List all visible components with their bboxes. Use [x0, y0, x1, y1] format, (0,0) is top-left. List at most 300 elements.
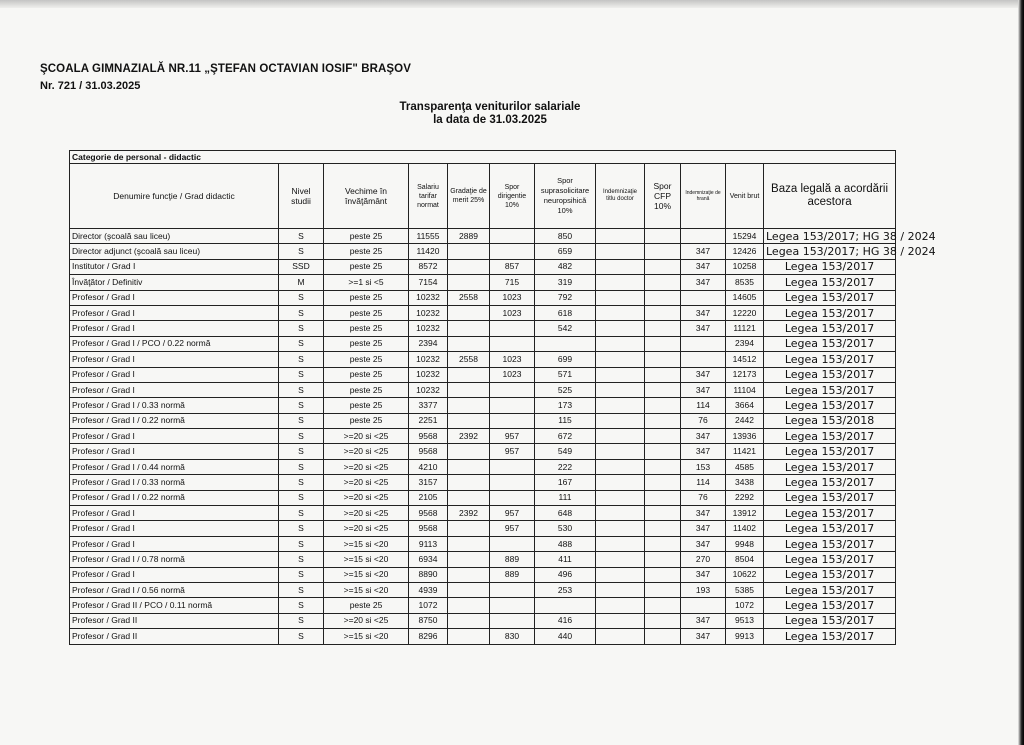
cell-merit	[448, 629, 490, 644]
cell-merit	[448, 259, 490, 274]
title-line-2: la data de 31.03.2025	[433, 114, 547, 126]
cell-base-salary: 6934	[409, 552, 448, 567]
salary-table	[69, 150, 936, 645]
cell-legal-basis: Legea 153/2017	[764, 598, 896, 613]
cell-studies: S	[279, 352, 324, 367]
cell-food	[681, 229, 726, 244]
cell-overload: 482	[535, 259, 596, 274]
cell-legal-basis: Legea 153/2017	[764, 629, 896, 644]
cell-gross: 12426	[726, 244, 764, 259]
table-row	[70, 275, 896, 290]
cell-food: 270	[681, 552, 726, 567]
cell-seniority: peste 25	[324, 398, 409, 413]
cell-doctor	[596, 475, 645, 490]
cell-cfp	[645, 552, 681, 567]
cell-function: Profesor / Grad I	[70, 382, 279, 397]
col-header-seniority: Vechime în învăţământ	[324, 164, 409, 229]
cell-doctor	[596, 321, 645, 336]
cell-gross: 10622	[726, 567, 764, 582]
cell-food: 347	[681, 506, 726, 521]
cell-studies: S	[279, 398, 324, 413]
cell-food: 347	[681, 382, 726, 397]
cell-overload: 115	[535, 413, 596, 428]
table-row	[70, 429, 896, 444]
cell-doctor	[596, 413, 645, 428]
cell-merit	[448, 536, 490, 551]
cell-function: Profesor / Grad II	[70, 629, 279, 644]
cell-cfp	[645, 582, 681, 597]
cell-seniority: >=20 si <25	[324, 444, 409, 459]
cell-merit	[448, 244, 490, 259]
cell-doctor	[596, 598, 645, 613]
table-row	[70, 613, 896, 628]
cell-seniority: >=20 si <25	[324, 613, 409, 628]
cell-function: Profesor / Grad I	[70, 429, 279, 444]
cell-base-salary: 9113	[409, 536, 448, 551]
cell-base-salary: 7154	[409, 275, 448, 290]
cell-dirigentie	[490, 582, 535, 597]
table-row	[70, 629, 896, 644]
cell-doctor	[596, 382, 645, 397]
cell-studies: S	[279, 567, 324, 582]
cell-seniority: >=15 si <20	[324, 567, 409, 582]
cell-studies: M	[279, 275, 324, 290]
cell-merit	[448, 444, 490, 459]
cell-legal-basis: Legea 153/2017	[764, 382, 896, 397]
table-row	[70, 321, 896, 336]
cell-legal-basis: Legea 153/2017	[764, 490, 896, 505]
document-title	[300, 101, 680, 127]
cell-studies: S	[279, 506, 324, 521]
cell-dirigentie	[490, 229, 535, 244]
cell-dirigentie	[490, 490, 535, 505]
table-row	[70, 336, 896, 351]
cell-studies: S	[279, 521, 324, 536]
cell-studies: S	[279, 413, 324, 428]
cell-seniority: peste 25	[324, 413, 409, 428]
cell-doctor	[596, 444, 645, 459]
cell-function: Profesor / Grad I	[70, 321, 279, 336]
cell-dirigentie: 889	[490, 552, 535, 567]
cell-cfp	[645, 444, 681, 459]
cell-food: 347	[681, 321, 726, 336]
cell-base-salary: 9568	[409, 506, 448, 521]
cell-dirigentie	[490, 244, 535, 259]
cell-function: Profesor / Grad I / 0.78 normă	[70, 552, 279, 567]
cell-gross: 14605	[726, 290, 764, 305]
cell-base-salary: 4210	[409, 459, 448, 474]
cell-food: 153	[681, 459, 726, 474]
cell-legal-basis: Legea 153/2017	[764, 259, 896, 274]
cell-merit	[448, 613, 490, 628]
cell-cfp	[645, 229, 681, 244]
cell-studies: S	[279, 629, 324, 644]
cell-gross: 8504	[726, 552, 764, 567]
cell-dirigentie: 957	[490, 506, 535, 521]
cell-food: 347	[681, 521, 726, 536]
cell-seniority: peste 25	[324, 321, 409, 336]
table-row	[70, 475, 896, 490]
cell-legal-basis: Legea 153/2017	[764, 567, 896, 582]
cell-dirigentie: 1023	[490, 352, 535, 367]
cell-legal-basis: Legea 153/2017	[764, 459, 896, 474]
cell-overload: 173	[535, 398, 596, 413]
cell-base-salary: 10232	[409, 382, 448, 397]
table-row	[70, 382, 896, 397]
cell-seniority: >=15 si <20	[324, 582, 409, 597]
cell-merit	[448, 305, 490, 320]
cell-function: Profesor / Grad I / 0.56 normă	[70, 582, 279, 597]
cell-seniority: peste 25	[324, 598, 409, 613]
cell-dirigentie: 1023	[490, 367, 535, 382]
cell-dirigentie	[490, 321, 535, 336]
cell-overload: 496	[535, 567, 596, 582]
table-row	[70, 290, 896, 305]
cell-cfp	[645, 490, 681, 505]
table-row	[70, 598, 896, 613]
cell-overload: 111	[535, 490, 596, 505]
cell-base-salary: 8750	[409, 613, 448, 628]
cell-overload: 440	[535, 629, 596, 644]
cell-function: Director adjunct (şcoală sau liceu)	[70, 244, 279, 259]
cell-base-salary: 8890	[409, 567, 448, 582]
cell-seniority: peste 25	[324, 367, 409, 382]
cell-base-salary: 11555	[409, 229, 448, 244]
cell-dirigentie: 715	[490, 275, 535, 290]
table-row	[70, 367, 896, 382]
cell-legal-basis: Legea 153/2017; HG 38 / 2024	[764, 229, 896, 244]
cell-legal-basis: Legea 153/2017	[764, 475, 896, 490]
category-label: Categorie de personal - didactic	[70, 151, 896, 164]
col-header-legal-basis: Baza legală a acordării acestora	[764, 164, 896, 229]
cell-cfp	[645, 244, 681, 259]
cell-doctor	[596, 429, 645, 444]
table-row	[70, 244, 896, 259]
cell-overload: 530	[535, 521, 596, 536]
cell-function: Profesor / Grad I / 0.22 normă	[70, 413, 279, 428]
cell-food	[681, 352, 726, 367]
cell-dirigentie	[490, 413, 535, 428]
cell-overload: 850	[535, 229, 596, 244]
cell-merit	[448, 521, 490, 536]
cell-gross: 12220	[726, 305, 764, 320]
cell-gross: 14512	[726, 352, 764, 367]
cell-overload: 411	[535, 552, 596, 567]
cell-cfp	[645, 413, 681, 428]
cell-studies: S	[279, 229, 324, 244]
cell-seniority: >=20 si <25	[324, 506, 409, 521]
cell-doctor	[596, 259, 645, 274]
cell-gross: 2394	[726, 336, 764, 351]
cell-dirigentie: 857	[490, 259, 535, 274]
cell-gross: 9948	[726, 536, 764, 551]
cell-overload: 571	[535, 367, 596, 382]
cell-dirigentie	[490, 613, 535, 628]
cell-base-salary: 11420	[409, 244, 448, 259]
cell-dirigentie	[490, 459, 535, 474]
cell-function: Profesor / Grad I / PCO / 0.22 normă	[70, 336, 279, 351]
cell-function: Profesor / Grad I	[70, 567, 279, 582]
cell-base-salary: 10232	[409, 367, 448, 382]
cell-overload: 416	[535, 613, 596, 628]
cell-legal-basis: Legea 153/2017	[764, 275, 896, 290]
cell-base-salary: 8572	[409, 259, 448, 274]
cell-studies: S	[279, 490, 324, 505]
cell-studies: S	[279, 613, 324, 628]
cell-function: Profesor / Grad I	[70, 444, 279, 459]
table-row	[70, 398, 896, 413]
cell-doctor	[596, 536, 645, 551]
cell-studies: S	[279, 305, 324, 320]
cell-doctor	[596, 490, 645, 505]
cell-studies: S	[279, 475, 324, 490]
cell-studies: S	[279, 582, 324, 597]
table-row	[70, 490, 896, 505]
cell-overload: 525	[535, 382, 596, 397]
cell-legal-basis: Legea 153/2017; HG 38 / 2024	[764, 244, 896, 259]
cell-doctor	[596, 521, 645, 536]
cell-dirigentie: 1023	[490, 290, 535, 305]
cell-studies: S	[279, 429, 324, 444]
table-row	[70, 552, 896, 567]
cell-studies: S	[279, 536, 324, 551]
cell-gross: 11121	[726, 321, 764, 336]
cell-studies: S	[279, 459, 324, 474]
cell-dirigentie: 957	[490, 429, 535, 444]
cell-gross: 8535	[726, 275, 764, 290]
cell-seniority: peste 25	[324, 259, 409, 274]
cell-base-salary: 10232	[409, 352, 448, 367]
cell-overload: 542	[535, 321, 596, 336]
cell-doctor	[596, 567, 645, 582]
cell-gross: 11421	[726, 444, 764, 459]
cell-food	[681, 290, 726, 305]
cell-base-salary: 4939	[409, 582, 448, 597]
cell-overload	[535, 598, 596, 613]
cell-dirigentie: 957	[490, 521, 535, 536]
col-header-doctor: Indemnizaţie titlu doctor	[596, 164, 645, 229]
cell-studies: S	[279, 321, 324, 336]
cell-food: 347	[681, 629, 726, 644]
cell-dirigentie	[490, 336, 535, 351]
cell-cfp	[645, 398, 681, 413]
cell-overload: 618	[535, 305, 596, 320]
cell-doctor	[596, 398, 645, 413]
cell-base-salary: 2394	[409, 336, 448, 351]
cell-merit	[448, 459, 490, 474]
table-row	[70, 229, 896, 244]
cell-base-salary: 1072	[409, 598, 448, 613]
cell-dirigentie	[490, 398, 535, 413]
cell-gross: 4585	[726, 459, 764, 474]
cell-function: Profesor / Grad II	[70, 613, 279, 628]
cell-base-salary: 8296	[409, 629, 448, 644]
cell-seniority: >=15 si <20	[324, 552, 409, 567]
col-header-merit: Gradaţie de merit 25%	[448, 164, 490, 229]
scan-right-edge	[1018, 0, 1024, 745]
cell-base-salary: 9568	[409, 429, 448, 444]
cell-function: Profesor / Grad I / 0.22 normă	[70, 490, 279, 505]
cell-merit	[448, 413, 490, 428]
cell-overload: 222	[535, 459, 596, 474]
cell-dirigentie	[490, 475, 535, 490]
cell-dirigentie	[490, 536, 535, 551]
cell-dirigentie: 889	[490, 567, 535, 582]
cell-cfp	[645, 506, 681, 521]
cell-studies: S	[279, 598, 324, 613]
cell-function: Profesor / Grad I / 0.33 normă	[70, 398, 279, 413]
col-header-function: Denumire funcţie / Grad didactic	[70, 164, 279, 229]
cell-doctor	[596, 275, 645, 290]
cell-merit	[448, 552, 490, 567]
cell-merit	[448, 582, 490, 597]
cell-gross: 15294	[726, 229, 764, 244]
cell-merit	[448, 382, 490, 397]
cell-gross: 11402	[726, 521, 764, 536]
cell-function: Profesor / Grad I	[70, 290, 279, 305]
cell-gross: 1072	[726, 598, 764, 613]
cell-legal-basis: Legea 153/2017	[764, 321, 896, 336]
cell-cfp	[645, 275, 681, 290]
cell-function: Director (şcoală sau liceu)	[70, 229, 279, 244]
cell-legal-basis: Legea 153/2018	[764, 413, 896, 428]
cell-food: 114	[681, 398, 726, 413]
cell-cfp	[645, 459, 681, 474]
cell-gross: 13936	[726, 429, 764, 444]
cell-doctor	[596, 305, 645, 320]
cell-gross: 12173	[726, 367, 764, 382]
cell-function: Învăţător / Definitiv	[70, 275, 279, 290]
table-row	[70, 352, 896, 367]
cell-overload: 549	[535, 444, 596, 459]
cell-function: Profesor / Grad I / 0.33 normă	[70, 475, 279, 490]
cell-seniority: >=15 si <20	[324, 629, 409, 644]
cell-base-salary: 9568	[409, 521, 448, 536]
cell-merit	[448, 490, 490, 505]
cell-merit	[448, 275, 490, 290]
cell-legal-basis: Legea 153/2017	[764, 398, 896, 413]
cell-food: 347	[681, 244, 726, 259]
cell-gross: 11104	[726, 382, 764, 397]
cell-merit	[448, 398, 490, 413]
document-number: Nr. 721 / 31.03.2025	[40, 80, 141, 92]
cell-function: Profesor / Grad II / PCO / 0.11 normă	[70, 598, 279, 613]
col-header-gross: Venit brut	[726, 164, 764, 229]
cell-merit: 2889	[448, 229, 490, 244]
cell-doctor	[596, 336, 645, 351]
cell-seniority: >=20 si <25	[324, 475, 409, 490]
cell-doctor	[596, 367, 645, 382]
cell-legal-basis: Legea 153/2017	[764, 305, 896, 320]
cell-seniority: >=20 si <25	[324, 429, 409, 444]
table-body	[70, 229, 936, 645]
cell-doctor	[596, 229, 645, 244]
cell-food: 347	[681, 275, 726, 290]
table-row	[70, 582, 896, 597]
cell-merit	[448, 567, 490, 582]
cell-overload	[535, 336, 596, 351]
cell-doctor	[596, 244, 645, 259]
cell-legal-basis: Legea 153/2017	[764, 582, 896, 597]
cell-dirigentie: 957	[490, 444, 535, 459]
cell-function: Profesor / Grad I / 0.44 normă	[70, 459, 279, 474]
cell-doctor	[596, 552, 645, 567]
col-header-dirigentie: Spor dirigentie 10%	[490, 164, 535, 229]
cell-seniority: peste 25	[324, 244, 409, 259]
cell-cfp	[645, 613, 681, 628]
col-header-base-salary: Salariu tarifar normat	[409, 164, 448, 229]
cell-cfp	[645, 305, 681, 320]
cell-food: 347	[681, 613, 726, 628]
cell-gross: 3438	[726, 475, 764, 490]
cell-studies: SSD	[279, 259, 324, 274]
cell-overload: 648	[535, 506, 596, 521]
cell-overload: 319	[535, 275, 596, 290]
cell-doctor	[596, 613, 645, 628]
school-name: ŞCOALA GIMNAZIALĂ NR.11 „ŞTEFAN OCTAVIAN IOSIF" BRAŞOV	[40, 63, 411, 75]
table-row	[70, 567, 896, 582]
cell-cfp	[645, 598, 681, 613]
cell-food: 347	[681, 305, 726, 320]
cell-cfp	[645, 536, 681, 551]
cell-seniority: peste 25	[324, 352, 409, 367]
cell-overload: 672	[535, 429, 596, 444]
table-row	[70, 459, 896, 474]
cell-cfp	[645, 259, 681, 274]
table-row	[70, 536, 896, 551]
cell-food: 347	[681, 536, 726, 551]
cell-doctor	[596, 506, 645, 521]
table-row	[70, 444, 896, 459]
cell-seniority: peste 25	[324, 336, 409, 351]
cell-food: 347	[681, 567, 726, 582]
cell-cfp	[645, 336, 681, 351]
cell-food	[681, 336, 726, 351]
cell-doctor	[596, 582, 645, 597]
cell-seniority: >=15 si <20	[324, 536, 409, 551]
cell-seniority: >=20 si <25	[324, 521, 409, 536]
cell-studies: S	[279, 336, 324, 351]
cell-studies: S	[279, 444, 324, 459]
cell-food: 114	[681, 475, 726, 490]
cell-food	[681, 598, 726, 613]
cell-food: 347	[681, 444, 726, 459]
cell-gross: 2442	[726, 413, 764, 428]
cell-gross: 10258	[726, 259, 764, 274]
cell-cfp	[645, 290, 681, 305]
cell-gross: 3664	[726, 398, 764, 413]
cell-base-salary: 9568	[409, 444, 448, 459]
cell-function: Profesor / Grad I	[70, 521, 279, 536]
cell-studies: S	[279, 552, 324, 567]
cell-function: Profesor / Grad I	[70, 367, 279, 382]
cell-food: 347	[681, 259, 726, 274]
cell-seniority: >=1 si <5	[324, 275, 409, 290]
cell-seniority: >=20 si <25	[324, 490, 409, 505]
cell-merit: 2392	[448, 429, 490, 444]
table-row	[70, 259, 896, 274]
cell-overload: 167	[535, 475, 596, 490]
cell-doctor	[596, 459, 645, 474]
cell-base-salary: 3377	[409, 398, 448, 413]
cell-overload: 488	[535, 536, 596, 551]
cell-seniority: peste 25	[324, 229, 409, 244]
cell-base-salary: 3157	[409, 475, 448, 490]
cell-cfp	[645, 567, 681, 582]
cell-food: 347	[681, 367, 726, 382]
cell-seniority: peste 25	[324, 305, 409, 320]
cell-merit: 2558	[448, 290, 490, 305]
